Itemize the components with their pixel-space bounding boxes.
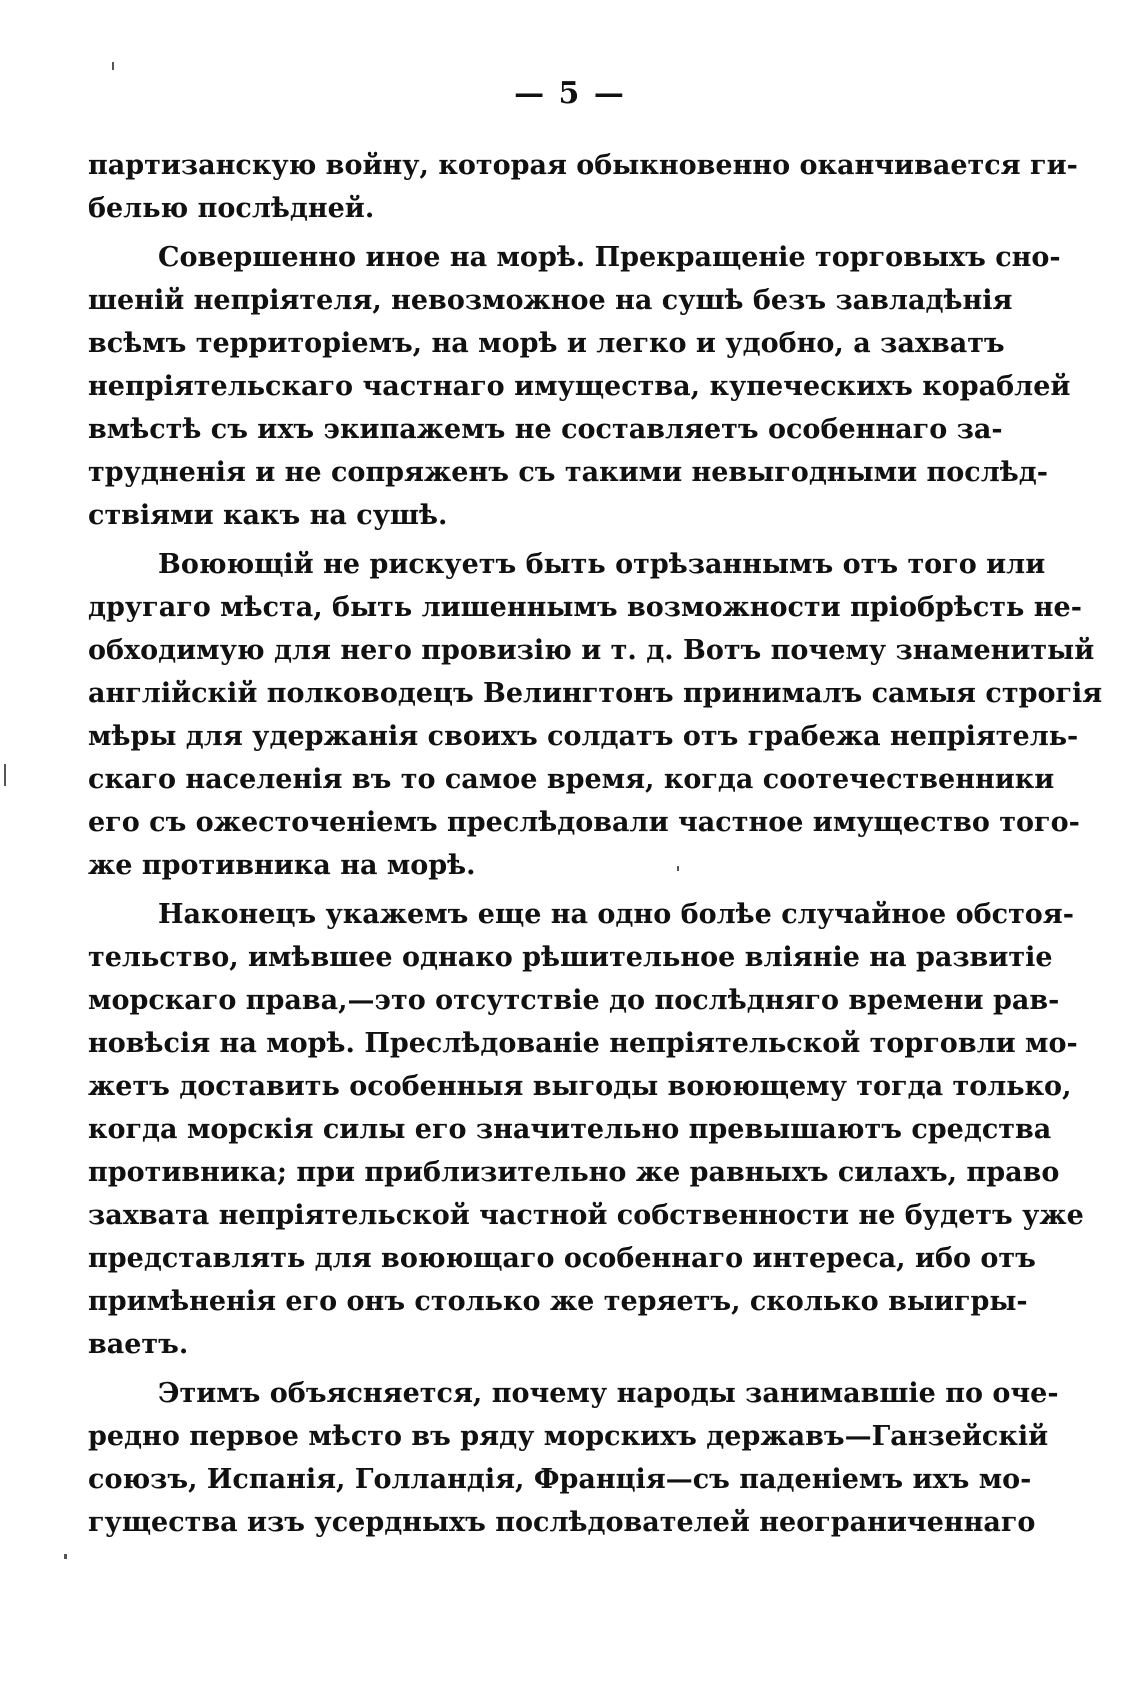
text-line: Воюющій не рискуетъ быть отрѣзаннымъ отъ того или (158, 549, 1046, 580)
text-line: ствіями какъ на сушѣ. (88, 500, 448, 531)
text-line: Этимъ объясняется, почему народы занимавшіе по оче- (158, 1378, 1059, 1409)
body-text (88, 144, 1103, 1550)
text-line: партизанскую войну, которая обыкновенно оканчивается ги- (88, 150, 1078, 181)
text-line: когда морскія силы его значительно превышаютъ средства (88, 1114, 1052, 1145)
print-speck (112, 62, 114, 70)
text-line: представлять для воюющаго особеннаго интереса, ибо отъ (88, 1243, 1036, 1274)
text-line: Совершенно иное на морѣ. Прекращеніе торговыхъ сно- (158, 242, 1061, 273)
text-line: жетъ доставить особенныя выгоды воюющему тогда только, (88, 1071, 1072, 1102)
text-line: Наконецъ укажемъ еще на одно болѣе случайное обстоя- (158, 899, 1074, 930)
text-line: противника; при приблизительно же равныхъ силахъ, право (88, 1157, 1060, 1188)
text-line: другаго мѣста, быть лишеннымъ возможности пріобрѣсть не- (88, 592, 1082, 623)
text-line: его съ ожесточеніемъ преслѣдовали частное имущество того- (88, 807, 1080, 838)
text-line: шеній непріятеля, невозможное на сушѣ безъ завладѣнія (88, 285, 1013, 316)
text-line: всѣмъ территоріемъ, на морѣ и легко и удобно, а захватъ (88, 328, 1005, 359)
text-line: скаго населенія въ то самое время, когда соотечественники (88, 764, 1055, 795)
text-line: редно первое мѣсто въ ряду морскихъ державъ—Ганзейскій (88, 1421, 1049, 1452)
text-line: трудненія и не сопряженъ съ такими невыгодными послѣд- (88, 457, 1048, 488)
text-line: непріятельскаго частнаго имущества, купеческихъ кораблей (88, 371, 1071, 402)
text-line: морскаго права,—это отсутствіе до послѣдняго времени рав- (88, 985, 1060, 1016)
text-line: ваетъ. (88, 1329, 189, 1360)
page-number: — 5 — (514, 76, 626, 111)
paragraph (88, 893, 1084, 1366)
text-line: же противника на морѣ. (88, 850, 476, 881)
text-line: англійскій полководецъ Велингтонъ принималъ самыя строгія (88, 678, 1103, 709)
paragraph (88, 144, 1078, 230)
paragraph (88, 1372, 1059, 1544)
paragraph (88, 543, 1103, 887)
print-speck (64, 1554, 67, 1559)
text-line: тельство, имѣвшее однако рѣшительное вліяніе на развитіе (88, 942, 1053, 973)
paragraph (88, 236, 1071, 537)
text-line: захвата непріятельской частной собственности не будетъ уже (88, 1200, 1084, 1231)
text-line: гущества изъ усердныхъ послѣдователей неограниченнаго (88, 1507, 1036, 1538)
text-line: мѣры для удержанія своихъ солдатъ отъ грабежа непріятель- (88, 721, 1079, 752)
text-line: обходимую для него провизію и т. д. Вотъ почему знаменитый (88, 635, 1095, 666)
text-line: примѣненія его онъ столько же теряетъ, сколько выигры- (88, 1286, 1028, 1317)
print-speck (677, 866, 679, 871)
text-line: вмѣстѣ съ ихъ экипажемъ не составляетъ особеннаго за- (88, 414, 1003, 445)
text-line: союзъ, Испанія, Голландія, Франція—съ паденіемъ ихъ мо- (88, 1464, 1032, 1495)
print-speck (4, 764, 6, 786)
text-line: белью послѣдней. (88, 193, 375, 224)
text-line: новѣсія на морѣ. Преслѣдованіе непріятельской торговли мо- (88, 1028, 1078, 1059)
